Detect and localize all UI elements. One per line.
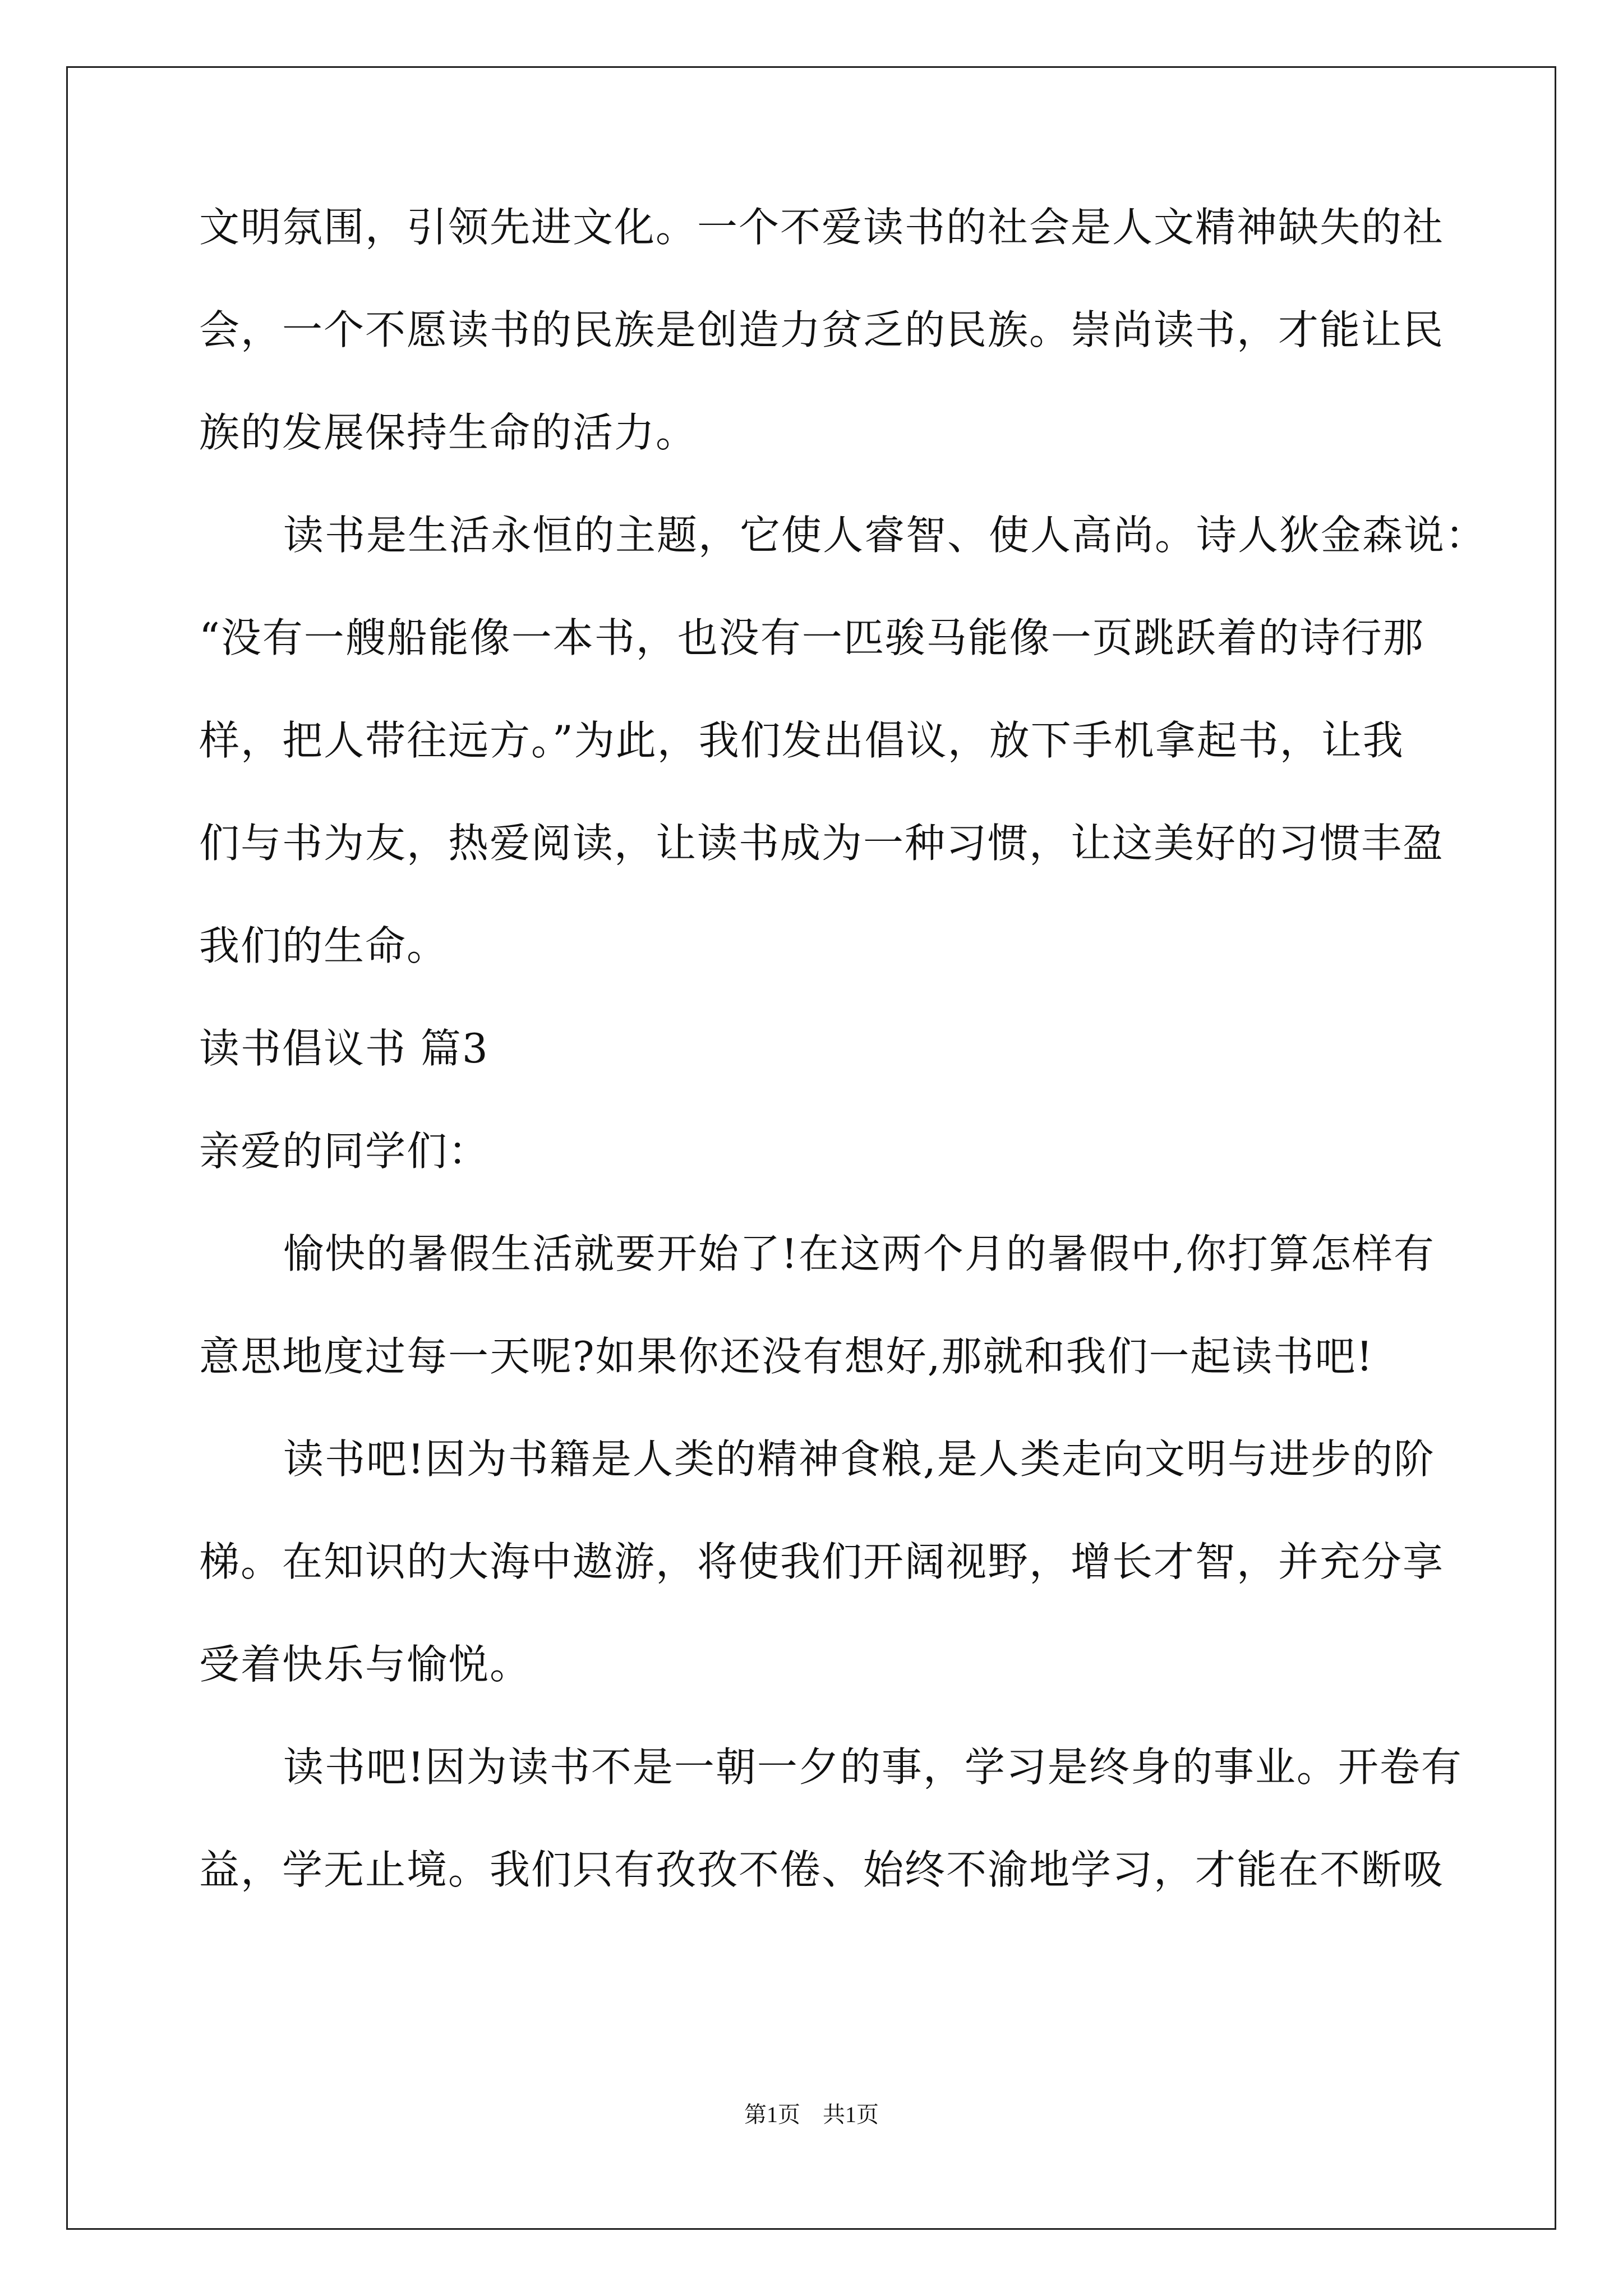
- section-heading: 读书倡议书 篇3: [199, 1025, 489, 1072]
- text-line: 会，一个不愿读书的民族是创造力贫乏的民族。崇尚读书，才能让民: [199, 306, 1445, 353]
- text-line: 样，把人带往远方。”为此，我们发出倡议，放下手机拿起书，让我: [199, 717, 1404, 764]
- page-number: 第1页 共1页: [744, 2102, 879, 2127]
- text-line: “没有一艘船能像一本书，也没有一匹骏马能像一页跳跃着的诗行那: [199, 614, 1424, 661]
- text-line: 文明氛围，引领先进文化。一个不爱读书的社会是人文精神缺失的社: [199, 204, 1445, 251]
- salutation: 亲爱的同学们：: [199, 1128, 490, 1175]
- text-line: 梯。在知识的大海中遨游，将使我们开阔视野，增长才智，并充分享: [199, 1538, 1445, 1585]
- text-line: 益，学无止境。我们只有孜孜不倦、始终不渝地学习，才能在不断吸: [199, 1846, 1445, 1893]
- paragraph-first-line: 读书吧!因为读书不是一朝一夕的事，学习是终身的事业。开卷有: [283, 1743, 1463, 1791]
- text-line: 们与书为友，热爱阅读，让读书成为一种习惯，让这美好的习惯丰盈: [199, 820, 1445, 867]
- text-line: 意思地度过每一天呢?如果你还没有想好,那就和我们一起读书吧!: [199, 1333, 1374, 1380]
- paragraph-first-line: 读书吧!因为书籍是人类的精神食粮,是人类走向文明与进步的阶: [283, 1435, 1435, 1483]
- paragraph-first-line: 愉快的暑假生活就要开始了!在这两个月的暑假中,你打算怎样有: [283, 1230, 1435, 1277]
- paragraph-first-line: 读书是生活永恒的主题，它使人睿智、使人高尚。诗人狄金森说：: [283, 512, 1487, 559]
- text-line: 我们的生命。: [199, 922, 449, 969]
- text-line: 族的发展保持生命的活力。: [199, 409, 698, 456]
- text-line: 受着快乐与愉悦。: [199, 1641, 532, 1688]
